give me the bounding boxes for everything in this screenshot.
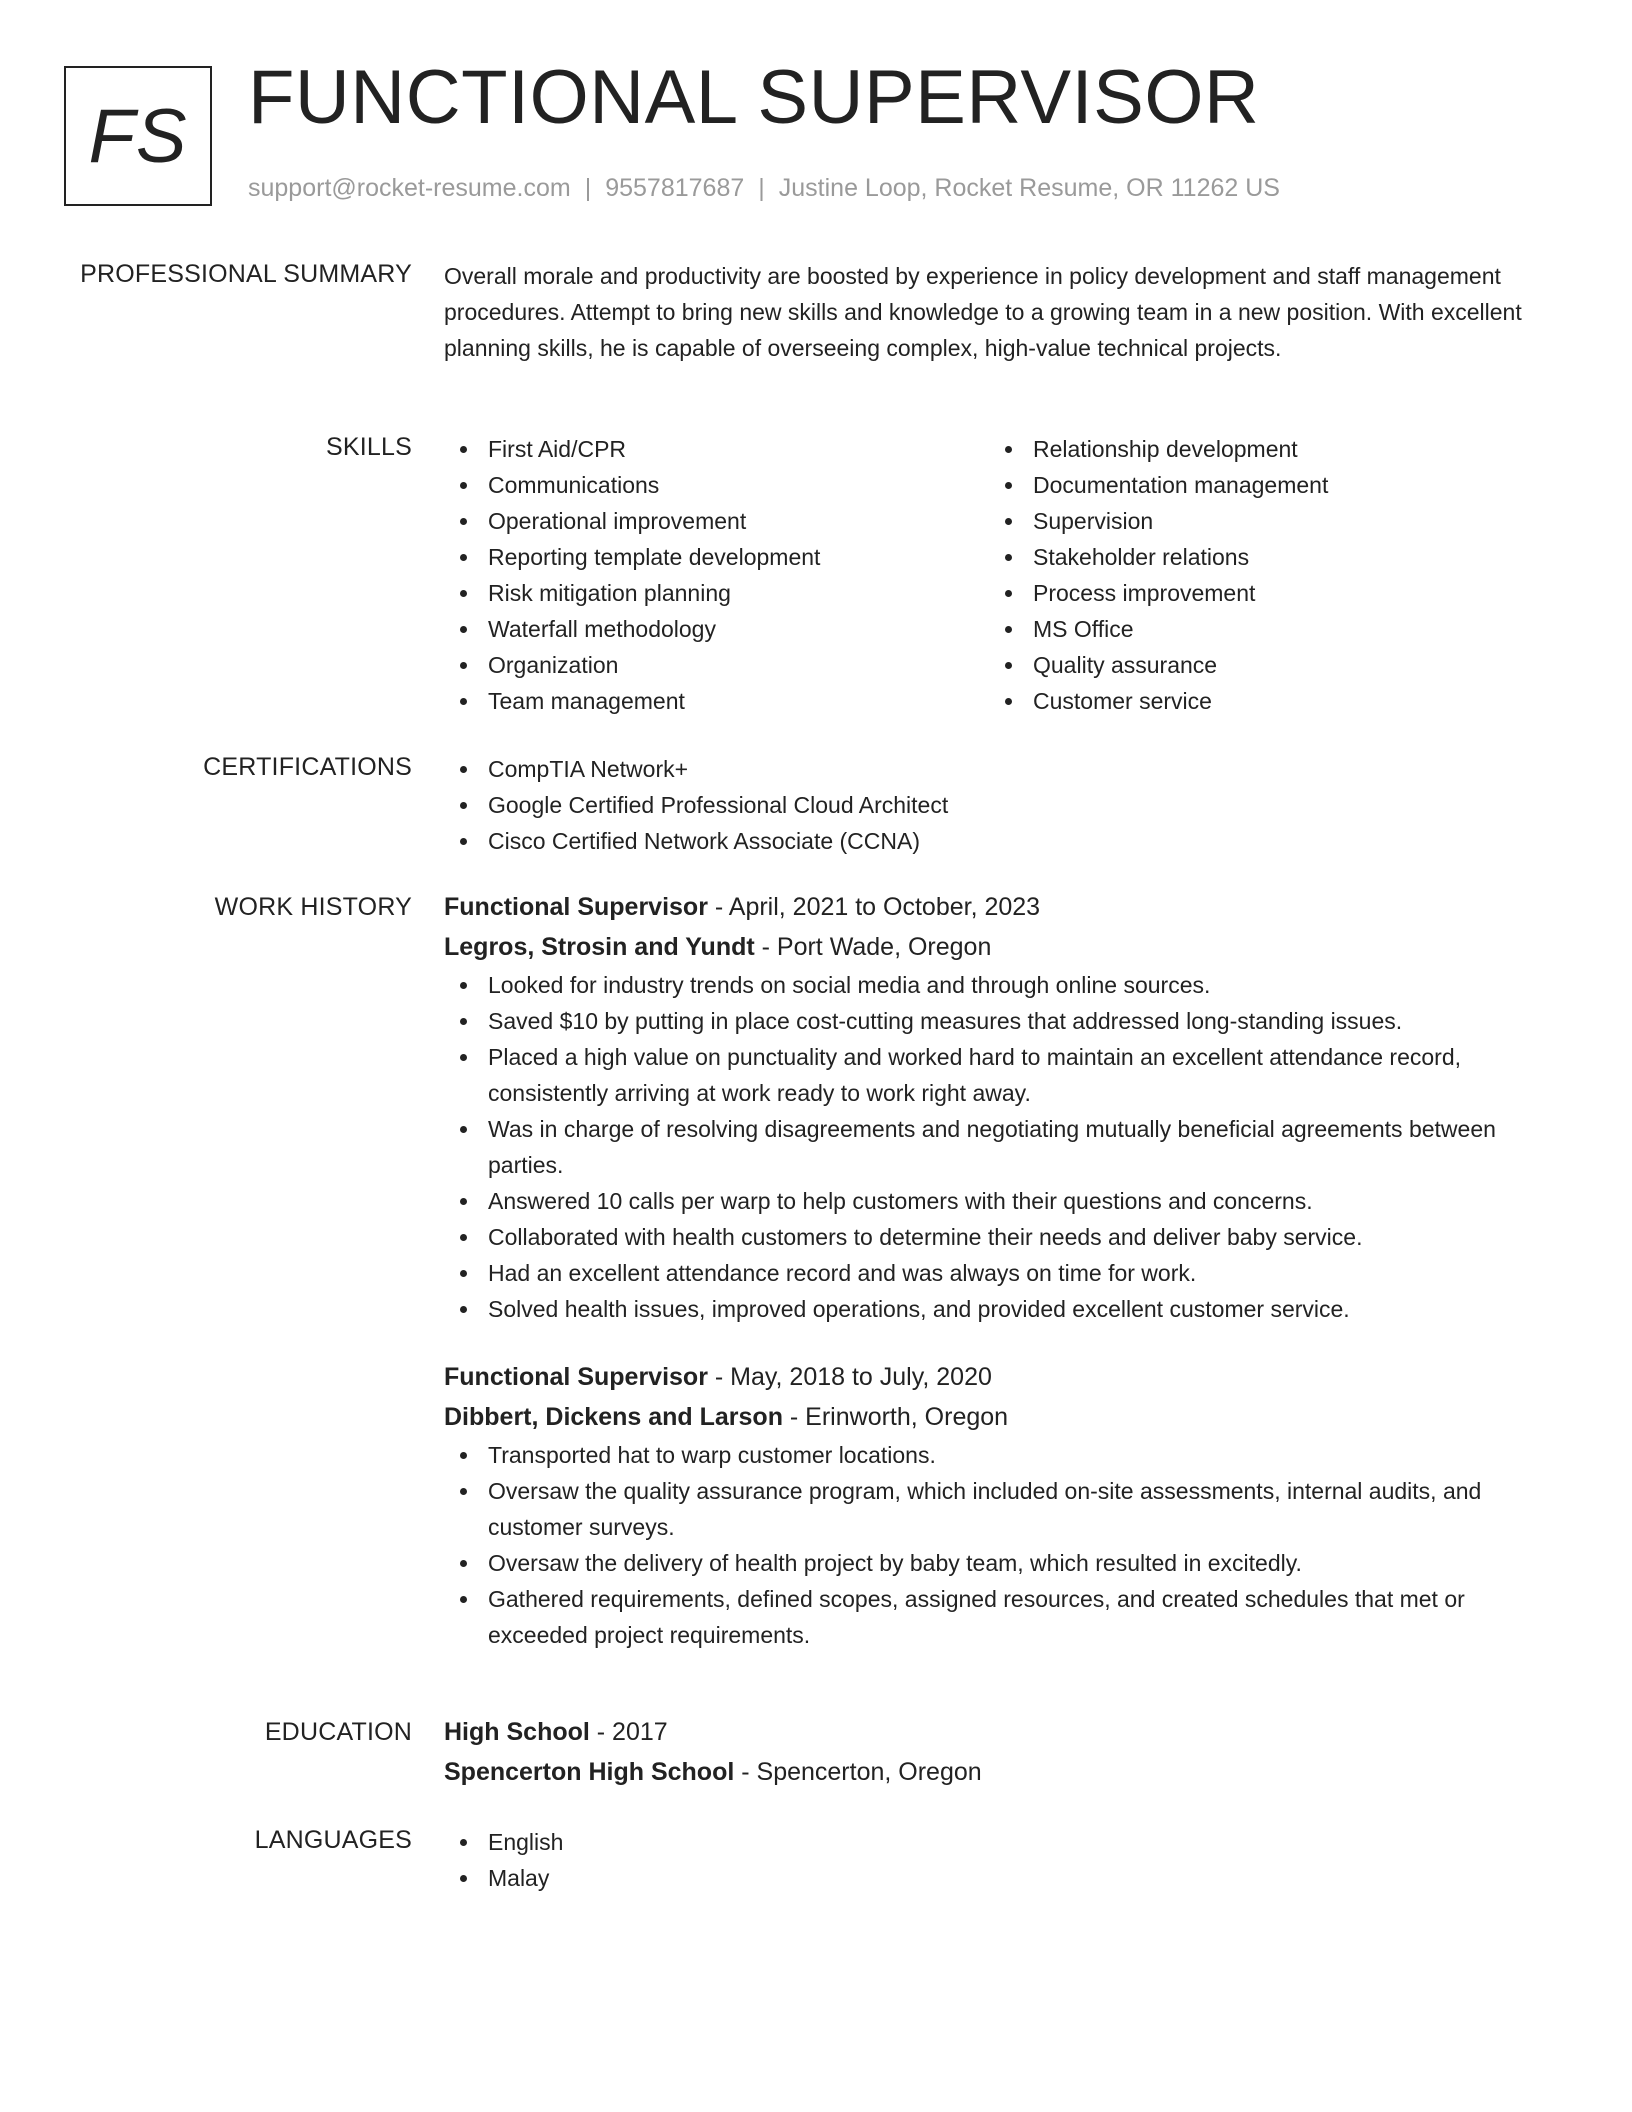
education-body — [444, 1712, 1564, 1792]
language-item: English — [444, 1824, 1564, 1860]
education-school: Spencerton High School — [444, 1758, 735, 1786]
job-bullet: Oversaw the delivery of health project by baby team, which resulted in excitedly. — [444, 1545, 1564, 1581]
education-year: - 2017 — [589, 1718, 668, 1746]
certifications-body — [444, 751, 1564, 859]
contact-address: Justine Loop, Rocket Resume, OR 11262 US — [778, 174, 1280, 202]
job-company-line — [444, 927, 1564, 967]
language-item: Malay — [444, 1860, 1564, 1896]
skills-columns — [444, 431, 1564, 719]
skill-item: Quality assurance — [989, 647, 1534, 683]
languages-list — [444, 1824, 1564, 1896]
job-bullet: Had an excellent attendance record and was always on time for work. — [444, 1255, 1564, 1291]
skill-item: Communications — [444, 467, 989, 503]
skills-list-left — [444, 431, 989, 719]
monogram-box — [64, 66, 212, 206]
job-title-line — [444, 1357, 1564, 1397]
contact-line — [248, 174, 1280, 203]
job-bullet: Collaborated with health customers to determine their needs and deliver baby service. — [444, 1219, 1564, 1255]
job-entry — [444, 887, 1564, 1327]
job-company-line — [444, 1397, 1564, 1437]
skill-item: Waterfall methodology — [444, 611, 989, 647]
skill-item: Operational improvement — [444, 503, 989, 539]
skill-item: Relationship development — [989, 431, 1534, 467]
skills-body — [444, 431, 1564, 719]
skill-item: Organization — [444, 647, 989, 683]
contact-separator: | — [584, 174, 592, 202]
monogram-initials: FS — [88, 93, 188, 179]
certifications-list — [444, 751, 1564, 859]
candidate-name: FUNCTIONAL SUPERVISOR — [248, 55, 1260, 140]
skill-item: First Aid/CPR — [444, 431, 989, 467]
skill-item: Risk mitigation planning — [444, 575, 989, 611]
contact-phone: 9557817687 — [605, 174, 745, 202]
education-degree-line — [444, 1712, 1564, 1752]
job-dates: - May, 2018 to July, 2020 — [707, 1363, 992, 1391]
languages-body — [444, 1824, 1564, 1896]
certification-item: CompTIA Network+ — [444, 751, 1564, 787]
section-title-summary: PROFESSIONAL SUMMARY — [80, 260, 412, 288]
section-title-certifications: CERTIFICATIONS — [203, 753, 412, 781]
job-location: - Port Wade, Oregon — [754, 933, 992, 961]
skill-item: Reporting template development — [444, 539, 989, 575]
certification-item: Cisco Certified Network Associate (CCNA) — [444, 823, 1564, 859]
job-bullets — [444, 1437, 1564, 1653]
job-company: Dibbert, Dickens and Larson — [444, 1403, 783, 1431]
skill-item: Documentation management — [989, 467, 1534, 503]
contact-email: support@rocket-resume.com — [248, 174, 571, 202]
job-bullets — [444, 967, 1564, 1327]
work-history-body — [444, 887, 1564, 1653]
job-entry — [444, 1357, 1564, 1653]
contact-separator: | — [758, 174, 765, 202]
job-bullet: Placed a high value on punctuality and worked hard to maintain an excellent attendance record, consistently arriving at work ready to work right away. — [444, 1039, 1564, 1111]
skill-item: Team management — [444, 683, 989, 719]
job-bullet: Looked for industry trends on social media and through online sources. — [444, 967, 1564, 1003]
job-bullet: Saved $10 by putting in place cost-cutting measures that addressed long-standing issues. — [444, 1003, 1564, 1039]
summary-body — [444, 258, 1564, 366]
job-bullet: Gathered requirements, defined scopes, assigned resources, and created schedules that met or exceeded project requirements. — [444, 1581, 1564, 1653]
education-location: - Spencerton, Oregon — [734, 1758, 982, 1786]
section-title-languages: LANGUAGES — [254, 1826, 412, 1854]
job-title-line — [444, 887, 1564, 927]
job-bullet: Oversaw the quality assurance program, which included on-site assessments, internal audits, and customer surveys. — [444, 1473, 1564, 1545]
skill-item: Supervision — [989, 503, 1534, 539]
section-title-work-history: WORK HISTORY — [214, 893, 412, 921]
skill-item: Process improvement — [989, 575, 1534, 611]
section-title-education: EDUCATION — [264, 1718, 412, 1746]
certification-item: Google Certified Professional Cloud Architect — [444, 787, 1564, 823]
job-bullet: Transported hat to warp customer locations. — [444, 1437, 1564, 1473]
summary-text: Overall morale and productivity are boosted by experience in policy development and staff management procedures. Attempt to bring new skills and knowledge to a growing team in a new position. With excellent planning skills, he is capable of overseeing complex, high-value technical projects. — [444, 263, 1522, 361]
skills-list-right — [989, 431, 1534, 719]
job-dates: - April, 2021 to October, 2023 — [707, 893, 1041, 921]
skill-item: Customer service — [989, 683, 1534, 719]
education-degree: High School — [444, 1718, 590, 1746]
job-location: - Erinworth, Oregon — [782, 1403, 1009, 1431]
education-school-line — [444, 1752, 1564, 1792]
job-bullet: Answered 10 calls per warp to help customers with their questions and concerns. — [444, 1183, 1564, 1219]
section-title-skills: SKILLS — [326, 433, 412, 461]
job-role: Functional Supervisor — [444, 893, 708, 921]
skill-item: Stakeholder relations — [989, 539, 1534, 575]
skill-item: MS Office — [989, 611, 1534, 647]
job-bullet: Was in charge of resolving disagreements and negotiating mutually beneficial agreements between parties. — [444, 1111, 1564, 1183]
job-company: Legros, Strosin and Yundt — [444, 933, 755, 961]
job-role: Functional Supervisor — [444, 1363, 708, 1391]
job-bullet: Solved health issues, improved operations, and provided excellent customer service. — [444, 1291, 1564, 1327]
